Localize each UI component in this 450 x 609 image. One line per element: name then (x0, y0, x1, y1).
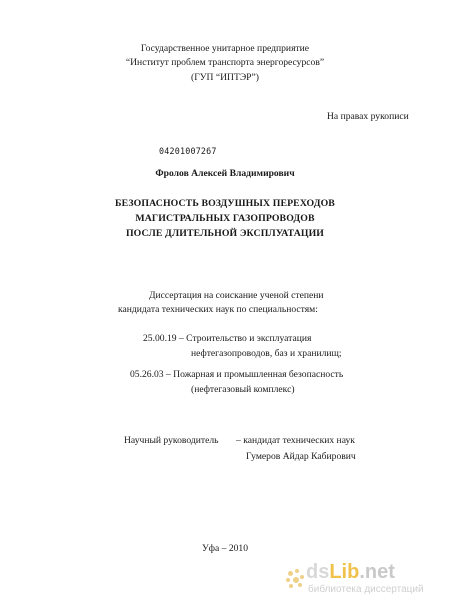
organization-line-2: “Институт проблем транспорта энергоресурсов” (125, 57, 325, 68)
specialty-1-continuation: нефтегазопроводов, баз и хранилищ; (191, 348, 342, 359)
specialty-1-code: 25.00.19 – Строительство и эксплуатация (143, 333, 312, 344)
advisor-name: Гумеров Айдар Кабирович (246, 451, 356, 462)
advisor-role: Научный руководитель (124, 435, 219, 446)
dslib-watermark (286, 559, 436, 601)
degree-line-1: Диссертация на соискание ученой степени (149, 290, 324, 301)
organization-line-1: Государственное унитарное предприятие (140, 43, 310, 54)
watermark-logo: dsLib.net (306, 561, 395, 583)
place-year: Уфа – 2010 (201, 543, 249, 554)
manuscript-note: На правах рукописи (327, 111, 409, 122)
specialty-2-continuation: (нефтегазовый комплекс) (191, 384, 295, 395)
watermark-subtitle: библиотека диссертаций (308, 584, 424, 595)
dissertation-title-line-2: МАГИСТРАЛЬНЫХ ГАЗОПРОВОДОВ (135, 213, 315, 224)
watermark-dots-icon (286, 569, 306, 589)
author-name: Фролов Алексей Владимирович (155, 168, 295, 179)
degree-line-2: кандидата технических наук по специальностям: (118, 304, 318, 315)
advisor-degree: – кандидат технических наук (236, 435, 355, 446)
specialty-2-code: 05.26.03 – Пожарная и промышленная безопасность (130, 369, 344, 380)
dissertation-title-line-1: БЕЗОПАСНОСТЬ ВОЗДУШНЫХ ПЕРЕХОДОВ (115, 198, 335, 209)
dissertation-title-line-3: ПОСЛЕ ДЛИТЕЛЬНОЙ ЭКСПЛУАТАЦИИ (125, 228, 325, 239)
organization-line-3: (ГУП “ИПТЭР”) (191, 72, 259, 83)
registration-number: 04201007267 (159, 146, 217, 156)
